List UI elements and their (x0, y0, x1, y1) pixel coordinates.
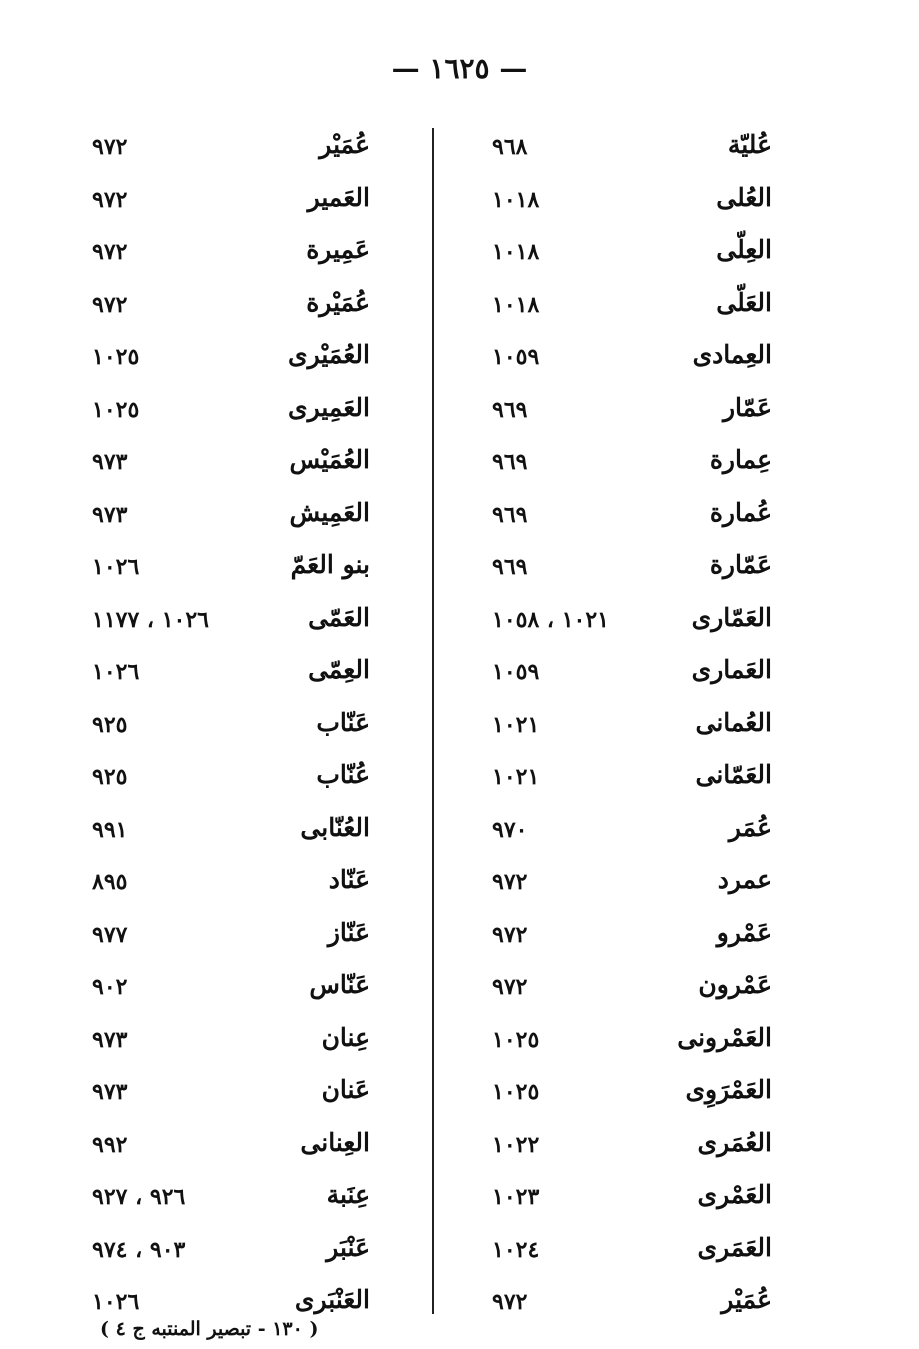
entry-name: عُمارة (709, 497, 772, 527)
entry-name: العَمْرى (697, 1180, 772, 1209)
entry-name: عَمْرو (716, 917, 772, 947)
entry-name: عُمَيْرة (306, 287, 370, 317)
entry-page-ref: ٨٩٥ (92, 869, 128, 895)
index-entry (70, 910, 410, 963)
entry-name: عمرد (717, 865, 772, 894)
entry-name: العِمّى (308, 655, 370, 684)
entry-page-ref: ١٠٢١ (492, 764, 540, 790)
index-entry (70, 1120, 410, 1173)
entry-name: العُنّابى (300, 812, 370, 842)
column-divider (432, 128, 434, 1314)
index-entry (470, 1225, 810, 1278)
entry-name: العَمِيش (289, 497, 370, 527)
entry-name: بنو العَمّ (290, 550, 370, 579)
entry-name: العِلّى (716, 235, 772, 264)
index-entry (70, 1067, 410, 1120)
entry-page-ref: ١٠١٨ (492, 239, 540, 265)
entry-name: عَنّاس (309, 970, 370, 999)
entry-page-ref: ٩٧٢ (492, 974, 528, 1000)
entry-page-ref: ٩٦٨ (492, 134, 528, 160)
entry-name: العَمّارى (691, 602, 772, 632)
entry-page-ref: ١٠٢١ ، ١٠٥٨ (492, 606, 609, 633)
entry-page-ref: ١٠٢٢ (492, 1131, 540, 1158)
entry-page-ref: ١٠١٨ (492, 186, 540, 213)
index-entry (70, 490, 410, 543)
entry-name: عِمارة (709, 445, 772, 474)
index-entry (470, 542, 810, 595)
entry-page-ref: ١٠٥٩ (492, 659, 540, 685)
entry-page-ref: ٩٦٩ (492, 449, 528, 475)
entry-page-ref: ١٠٢٣ (492, 1184, 540, 1210)
entry-page-ref: ٩٧٢ (92, 239, 128, 265)
left-column (70, 122, 410, 1330)
entry-name: العَمارى (691, 655, 772, 684)
entry-page-ref: ١٠٢٦ ، ١١٧٧ (92, 606, 209, 633)
entry-page-ref: ١٠٥٩ (492, 344, 540, 370)
entry-page-ref: ٩٩٢ (92, 1131, 128, 1158)
index-entry (70, 122, 410, 175)
entry-page-ref: ٩٧٣ (92, 1026, 128, 1053)
entry-page-ref: ١٠٢٦ (92, 1289, 140, 1315)
entry-name: العُمَرى (697, 1127, 772, 1157)
entry-name: العُمانى (695, 707, 772, 737)
entry-page-ref: ١٠٢١ (492, 711, 540, 738)
index-entry (470, 1172, 810, 1225)
entry-name: العَمّى (308, 602, 370, 632)
entry-name: عَنّاب (316, 707, 370, 737)
entry-page-ref: ١٠٢٥ (92, 396, 140, 423)
entry-name: العَنْبَرى (294, 1285, 370, 1314)
right-column (470, 122, 810, 1330)
index-entry (470, 962, 810, 1015)
entry-name: العُلى (716, 182, 772, 212)
entry-name: عَمْرون (698, 970, 772, 999)
index-entry (470, 175, 810, 228)
entry-page-ref: ٩٢٦ ، ٩٢٧ (92, 1184, 186, 1210)
entry-page-ref: ٩٧٣ (92, 1079, 128, 1105)
index-entry (470, 490, 810, 543)
entry-page-ref: ٩٦٩ (492, 501, 528, 528)
entry-page-ref: ٩٩١ (92, 816, 128, 843)
entry-page-ref: ٩٠٣ ، ٩٧٤ (92, 1236, 186, 1263)
entry-page-ref: ٩٧٧ (92, 921, 128, 948)
entry-name: عُمَيْر (721, 1285, 772, 1314)
index-entry (470, 752, 810, 805)
index-entry (470, 595, 810, 648)
entry-page-ref: ٩٧٣ (92, 501, 128, 528)
entry-name: عَنان (321, 1075, 370, 1104)
entry-page-ref: ٩٧٢ (92, 186, 128, 213)
entry-page-ref: ٩٧٢ (92, 134, 128, 160)
entry-page-ref: ٩٢٥ (92, 711, 128, 738)
entry-page-ref: ٩٠٢ (92, 974, 128, 1000)
entry-name: عُنّاب (316, 760, 370, 789)
entry-page-ref: ٩٦٩ (492, 396, 528, 423)
footer-note: ( ١٣٠ - تبصير المنتبه ج ٤ ) (100, 1318, 319, 1340)
entry-page-ref: ٩٧٢ (492, 921, 528, 948)
index-entry (470, 437, 810, 490)
entry-page-ref: ٩٧٠ (492, 816, 528, 843)
index-entry (470, 1120, 810, 1173)
index-entry (70, 647, 410, 700)
index-entry (470, 910, 810, 963)
index-entry (470, 227, 810, 280)
entry-page-ref: ١٠١٨ (492, 291, 540, 318)
entry-name: العَمْرونى (677, 1022, 772, 1052)
index-entry (470, 1015, 810, 1068)
entry-name: عِنَبة (326, 1180, 370, 1209)
entry-name: عَنْبَر (326, 1232, 370, 1262)
index-entry (70, 1225, 410, 1278)
entry-page-ref: ٩٧٢ (92, 291, 128, 318)
entry-name: العَمِيرى (288, 392, 370, 422)
index-entry (470, 1067, 810, 1120)
entry-page-ref: ١٠٢٥ (492, 1079, 540, 1105)
index-entry (470, 280, 810, 333)
entry-name: العُمَيْرى (288, 340, 370, 369)
index-entry (70, 332, 410, 385)
entry-page-ref: ٩٧٢ (492, 1289, 528, 1315)
entry-name: عُمَر (728, 812, 772, 842)
entry-name: العُمَيْس (289, 445, 370, 474)
entry-page-ref: ١٠٢٥ (492, 1026, 540, 1053)
entry-name: عَنّاز (327, 917, 370, 947)
entry-page-ref: ٩٧٣ (92, 449, 128, 475)
index-entry (70, 595, 410, 648)
index-entry (70, 437, 410, 490)
index-entry (70, 542, 410, 595)
entry-page-ref: ٩٢٥ (92, 764, 128, 790)
entry-page-ref: ١٠٢٦ (92, 554, 140, 580)
entry-name: عُمَيْر (319, 130, 370, 159)
index-entry (470, 647, 810, 700)
index-entry (70, 227, 410, 280)
entry-name: عُليّة (727, 130, 772, 159)
entry-page-ref: ١٠٢٤ (492, 1236, 540, 1263)
index-entry (70, 700, 410, 753)
index-entry (470, 332, 810, 385)
entry-name: العِنانى (300, 1127, 370, 1157)
index-entry (470, 385, 810, 438)
entry-name: عَنّاد (328, 865, 370, 894)
index-entry (470, 122, 810, 175)
entry-page-ref: ١٠٢٥ (92, 344, 140, 370)
entry-page-ref: ٩٦٩ (492, 554, 528, 580)
index-entry (70, 175, 410, 228)
index-entry (70, 280, 410, 333)
index-entry (70, 962, 410, 1015)
index-entry (70, 752, 410, 805)
index-entry (70, 1172, 410, 1225)
entry-page-ref: ٩٧٢ (492, 869, 528, 895)
entry-name: العَمْرَوِى (685, 1075, 772, 1104)
index-entry (70, 385, 410, 438)
page-number: — ١٦٢٥ — (391, 52, 528, 85)
entry-name: عَمّارة (709, 550, 772, 579)
index-entry (470, 1277, 810, 1330)
index-entry (70, 857, 410, 910)
entry-name: عَمِيرة (306, 235, 370, 264)
entry-name: عِنان (321, 1022, 370, 1052)
index-entry (70, 1015, 410, 1068)
entry-name: العَمّانى (695, 760, 772, 789)
entry-page-ref: ١٠٢٦ (92, 659, 140, 685)
index-entry (470, 700, 810, 753)
index-entry (70, 805, 410, 858)
entry-name: العَمير (307, 182, 370, 212)
entry-name: العِمادى (692, 340, 772, 369)
entry-name: عَمّار (722, 392, 772, 422)
entry-name: العَمَرى (697, 1232, 772, 1262)
index-entry (470, 857, 810, 910)
index-entry (470, 805, 810, 858)
entry-name: العَلّى (716, 287, 772, 317)
